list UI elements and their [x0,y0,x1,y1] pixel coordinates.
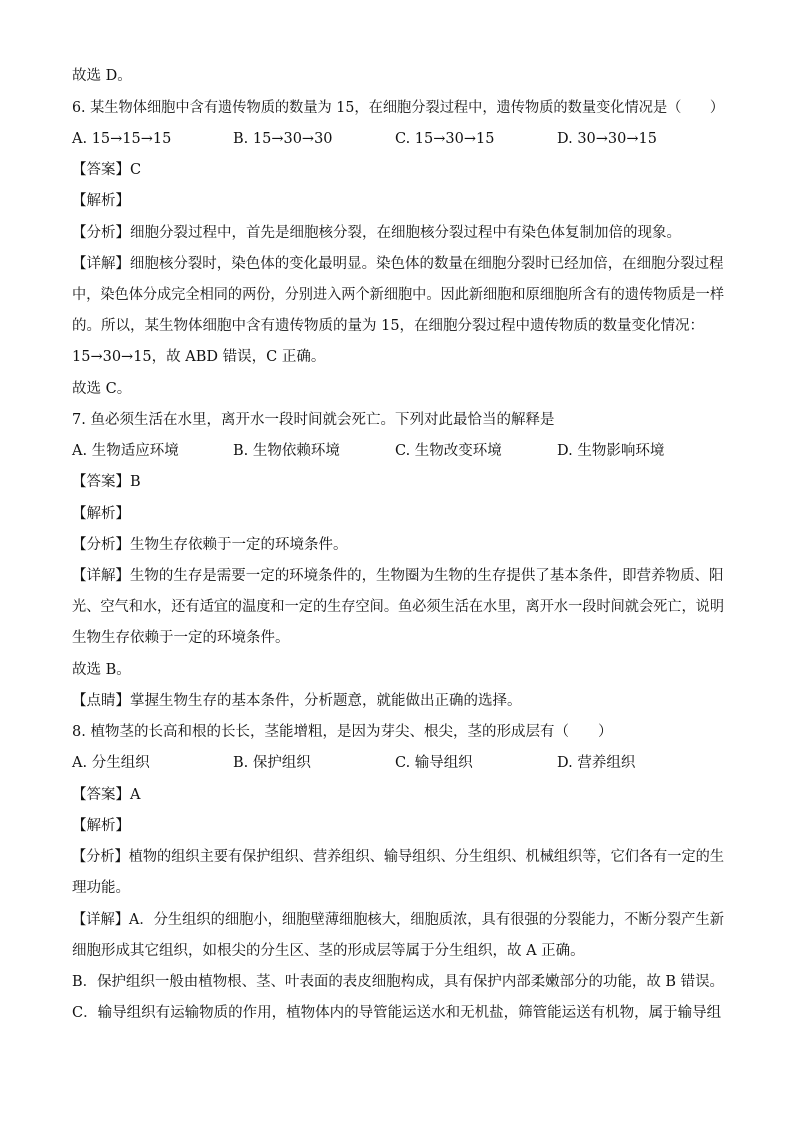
q6-xiangjie-line-3: 的。所以，某生物体细胞中含有遗传物质的量为 15，在细胞分裂过程中遗传物质的数量变化情况： [72,318,705,334]
q6-stem: 6. 某生物体细胞中含有遗传物质的数量为 15，在细胞分裂过程中，遗传物质的数量变化情况是（ ） [72,100,725,116]
q8-xiangjie-line-4: C．输导组织有运输物质的作用，植物体内的导管能运送水和无机盐，筛管能运送有机物，属于输导组 [72,1005,722,1021]
q8-answer: 【答案】A [72,787,141,803]
q7-conclusion: 故选 B。 [72,662,131,678]
q7-dianjing: 【点睛】掌握生物生存的基本条件，分析题意，就能做出正确的选择。 [72,693,522,709]
q7-option-c: C. 生物改变环境 [395,443,502,459]
q8-analysis-heading: 【解析】 [72,818,130,834]
q7-answer: 【答案】B [72,474,141,490]
q7-analysis-heading: 【解析】 [72,506,130,522]
q6-option-c: C. 15→30→15 [395,131,495,147]
q7-fenxi: 【分析】生物生存依赖于一定的环境条件。 [72,537,348,553]
q5-conclusion: 故选 D。 [72,68,132,84]
q8-fenxi-line-2: 理功能。 [72,880,130,896]
q6-option-d: D. 30→30→15 [557,131,657,147]
q6-option-b: B. 15→30→30 [233,131,333,147]
q7-xiangjie-line-3: 生物生存依赖于一定的环境条件。 [72,630,290,646]
q8-option-c: C. 输导组织 [395,755,473,771]
q6-conclusion: 故选 C。 [72,381,132,397]
q8-xiangjie-line-2: 细胞形成其它组织，如根尖的分生区、茎的形成层等属于分生组织，故 A 正确。 [72,943,585,959]
q7-option-d: D. 生物影响环境 [557,443,665,459]
q7-xiangjie-line-2: 光、空气和水，还有适宜的温度和一定的生存空间。鱼必须生活在水里，离开水一段时间就会死亡，说明 [72,599,724,615]
q8-option-b: B. 保护组织 [233,755,311,771]
q7-xiangjie-line-1: 【详解】生物的生存是需要一定的环境条件的，生物圈为生物的生存提供了基本条件，即营养物质、阳 [72,568,724,584]
q7-stem: 7. 鱼必须生活在水里，离开水一段时间就会死亡。下列对此最恰当的解释是 [72,412,555,428]
q6-xiangjie-line-2: 中，染色体分成完全相同的两份，分别进入两个新细胞中。因此新细胞和原细胞所含有的遗传物质是一样 [72,287,724,303]
q6-xiangjie-line-1: 【详解】细胞核分裂时，染色体的变化最明显。染色体的数量在细胞分裂时已经加倍，在细胞分裂过程 [72,256,724,272]
q7-option-a: A. 生物适应环境 [72,443,179,459]
q8-stem: 8. 植物茎的长高和根的长长，茎能增粗，是因为芽尖、根尖，茎的形成层有（ ） [72,724,613,740]
q7-option-b: B. 生物依赖环境 [233,443,340,459]
q6-option-a: A. 15→15→15 [72,131,172,147]
q8-option-d: D. 营养组织 [557,755,636,771]
q6-fenxi: 【分析】细胞分裂过程中，首先是细胞核分裂，在细胞核分裂过程中有染色体复制加倍的现象。 [72,225,681,241]
q6-xiangjie-line-4: 15→30→15，故 ABD 错误，C 正确。 [72,349,326,365]
q6-answer: 【答案】C [72,162,142,178]
q6-analysis-heading: 【解析】 [72,193,130,209]
q8-option-a: A. 分生组织 [72,755,150,771]
q8-fenxi-line-1: 【分析】植物的组织主要有保护组织、营养组织、输导组织、分生组织、机械组织等，它们各有一定的生 [72,849,724,865]
q8-xiangjie-line-3: B．保护组织一般由植物根、茎、叶表面的表皮细胞构成，具有保护内部柔嫩部分的功能，故 B 错误。 [72,974,725,990]
q8-xiangjie-line-1: 【详解】A．分生组织的细胞小，细胞壁薄细胞核大，细胞质浓，具有很强的分裂能力，不断分裂产生新 [72,912,724,928]
